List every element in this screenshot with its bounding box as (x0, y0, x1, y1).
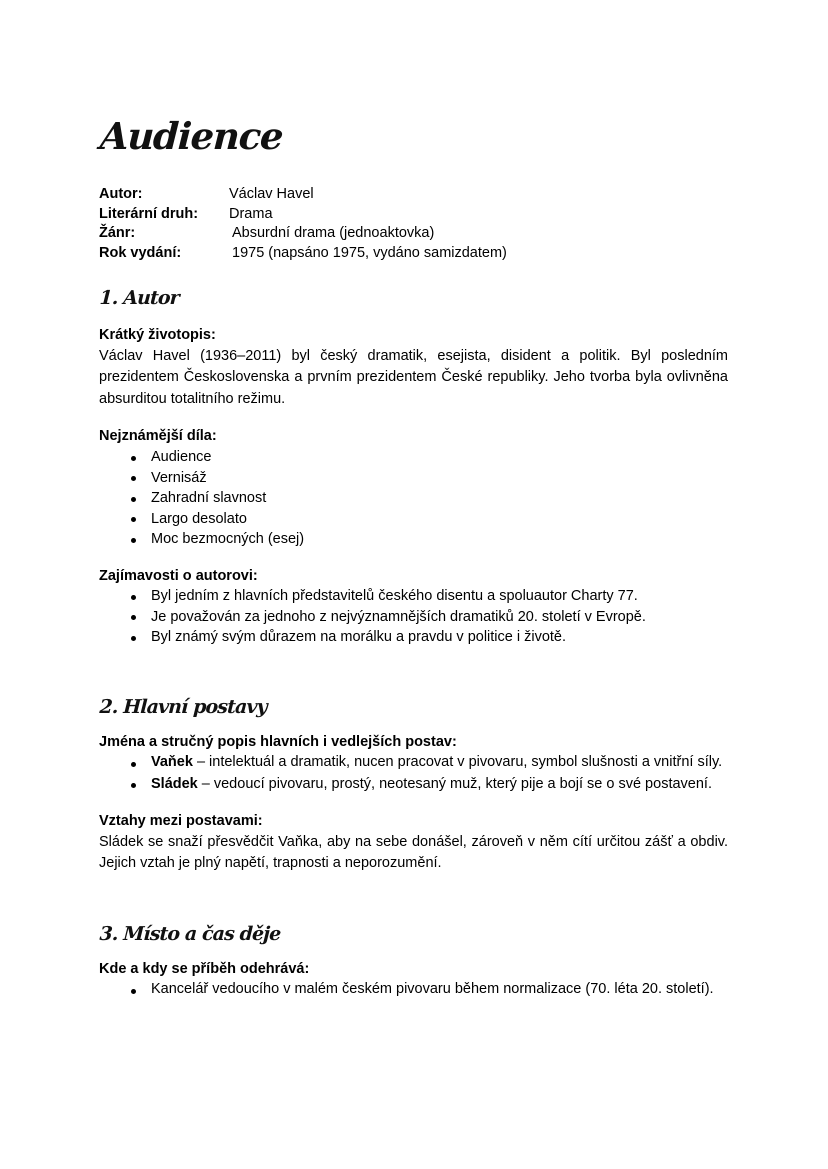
character-description-vanek: – intelektuál a dramatik, nucen pracovat v pivovaru, symbol slušnosti a vnitřní síly. (192, 754, 723, 771)
list-misto-a-cas-deje (99, 979, 728, 1001)
sub-heading-kde-a-kdy-se-pribeh-odehrava: Kde a kdy se příběh odehrává: (99, 960, 310, 977)
list-item: Audience (99, 447, 728, 468)
sub-heading-vztahy-mezi-postavami: Vztahy mezi postavami: (99, 813, 263, 830)
list-item (99, 774, 728, 796)
metadata-block (99, 185, 728, 263)
metadata-row-rok-vydani (99, 244, 728, 264)
list-item: Je považován za jednoho z nejvýznamnějších dramatiků 20. století v Evropě. (99, 607, 728, 628)
character-description-sladek: – vedoucí pivovaru, prostý, neotesaný muž, který pije a bojí se o své postavení. (197, 775, 712, 792)
list-item: Largo desolato (99, 509, 728, 530)
list-zajimavosti-o-autorovi (99, 586, 728, 648)
metadata-row-autor (99, 185, 728, 205)
list-item: Byl jedním z hlavních představitelů českého disentu a spoluautor Charty 77. (99, 586, 728, 607)
character-name-vanek: Vaňek (151, 754, 193, 771)
metadata-value-literarni-druh: Drama (229, 205, 273, 222)
metadata-value-zanr: Absurdní drama (jednoaktovka) (232, 225, 435, 242)
list-item: Byl známý svým důrazem na morálku a pravdu v politice i životě. (99, 627, 728, 648)
metadata-value-autor: Václav Havel (229, 186, 314, 202)
sub-heading-jmena-a-popis-postav: Jména a stručný popis hlavních i vedlejších postav: (99, 733, 457, 750)
list-item: Zahradní slavnost (99, 488, 728, 509)
metadata-label-autor: Autor: (99, 186, 143, 202)
document-content (99, 0, 728, 1001)
paragraph-kratky-zivotopis: Václav Havel (1936–2011) byl český dramatik, esejista, disident a politik. Byl posledním prezidentem Československa a prvním prezidentem České republiky. Jeho tvorba byla ovlivněna absurditou totalitního režimu. (99, 347, 728, 407)
metadata-label-zanr: Žánr: (99, 225, 136, 242)
list-item: Kancelář vedoucího v malém českém pivovaru během normalizace (70. léta 20. století). (99, 979, 728, 1001)
metadata-label-literarni-druh: Literární druh: (99, 205, 199, 222)
list-nejznamejsi-dila (99, 447, 728, 550)
list-hlavni-postavy (99, 752, 728, 795)
list-item (99, 752, 728, 774)
section-heading-hlavni-postavy: 2. Hlavní postavy (98, 695, 268, 718)
sub-heading-zajimavosti-o-autorovi: Zajímavosti o autorovi: (99, 567, 258, 584)
list-item: Vernisáž (99, 468, 728, 489)
metadata-row-literarni-druh (99, 205, 728, 225)
metadata-label-rok-vydani: Rok vydání: (99, 244, 182, 261)
character-name-sladek: Sládek (151, 775, 198, 792)
paragraph-vztahy-mezi-postavami: Sládek se snaží přesvědčit Vaňka, aby na sebe donášel, zároveň v něm cítí určitou zášť a obdiv. Jejich vztah je plný napětí, trapnosti a neporozumění. (99, 833, 728, 872)
metadata-value-rok-vydani: 1975 (napsáno 1975, vydáno samizdatem) (232, 244, 507, 261)
section-heading-autor: 1. Autor (98, 287, 180, 310)
sub-heading-nejznamejsi-dila: Nejznámější díla: (99, 428, 217, 445)
section-heading-misto-a-cas-deje: 3. Místo a čas děje (98, 922, 281, 945)
metadata-row-zanr (99, 224, 728, 244)
page-title: Audience (98, 114, 284, 158)
list-item: Moc bezmocných (esej) (99, 529, 728, 550)
sub-heading-kratky-zivotopis: Krátký životopis: (99, 327, 216, 344)
